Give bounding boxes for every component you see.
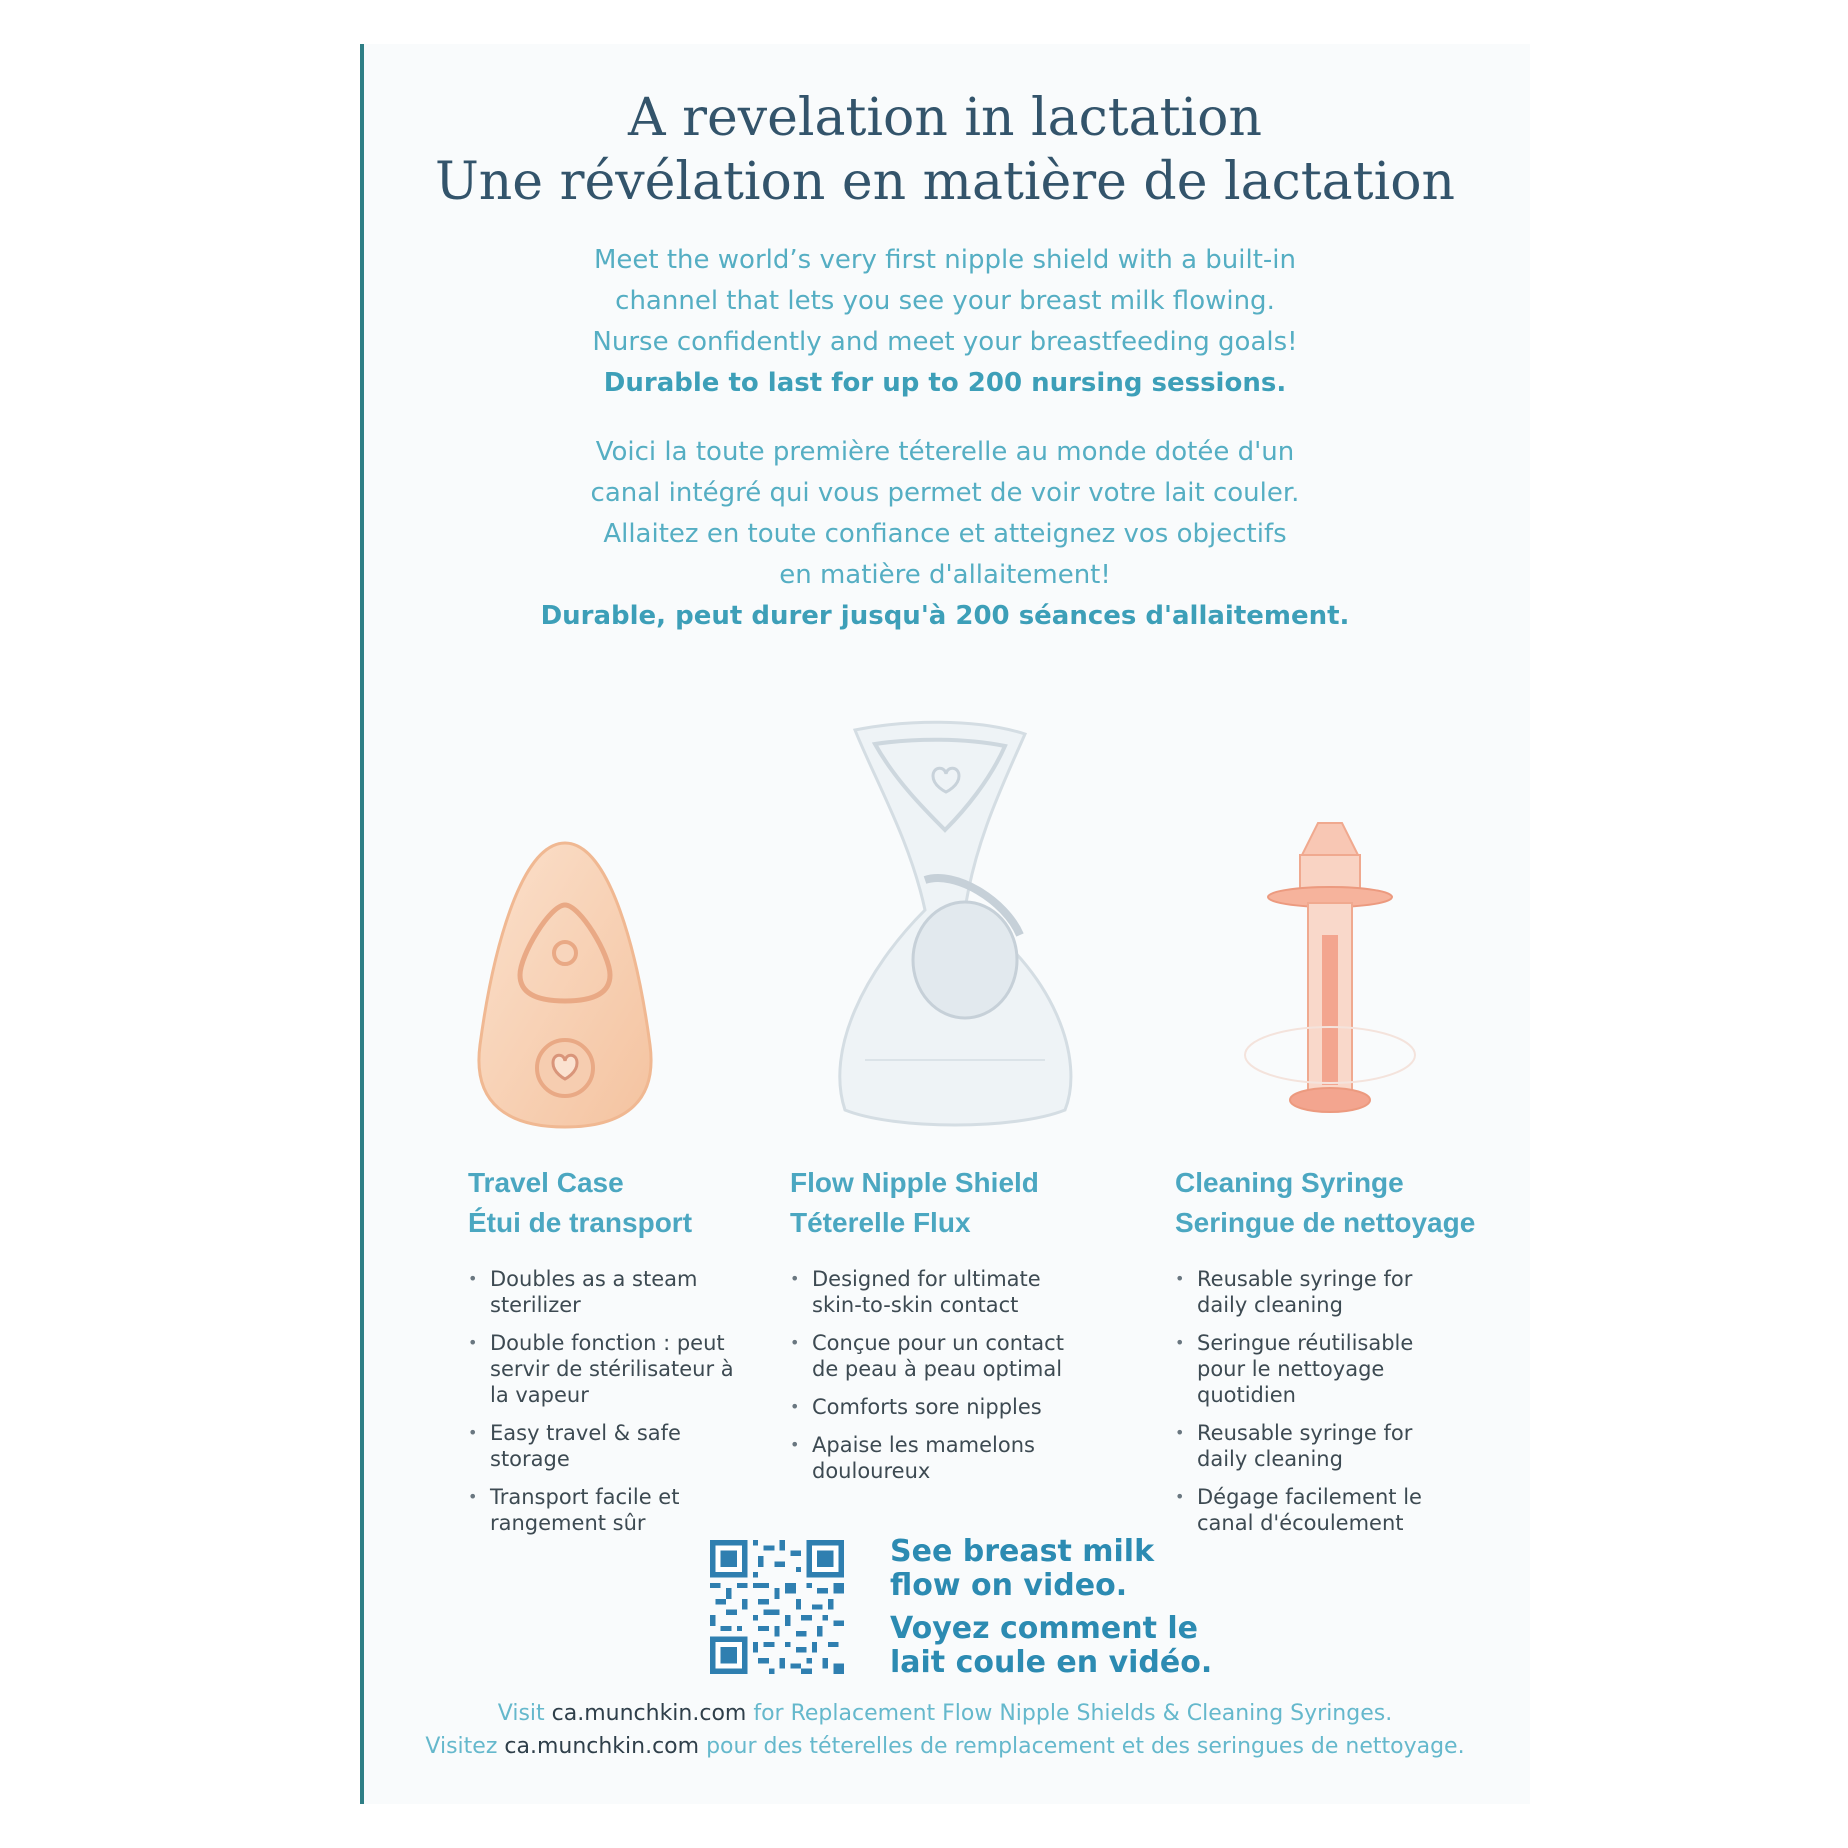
intro-en-line: channel that lets you see your breast milk flowing. bbox=[615, 286, 1275, 316]
visit-prefix: Visitez bbox=[425, 1734, 505, 1759]
video-text-french bbox=[890, 1612, 1212, 1680]
intro-fr-bold: Durable, peut durer jusqu'à 200 séances d'allaitement. bbox=[540, 601, 1350, 631]
list-item: • Reusable syringe for daily cleaning bbox=[1175, 1266, 1445, 1318]
list-item: • Conçue pour un contact de peau à peau optimal bbox=[790, 1330, 1090, 1382]
list-item: • Comforts sore nipples bbox=[790, 1394, 1090, 1420]
list-item: • Dégage facilement le canal d'écoulement bbox=[1175, 1484, 1445, 1536]
intro-en-line: Nurse confidently and meet your breastfeeding goals! bbox=[592, 327, 1298, 357]
intro-fr-line: Allaitez en toute confiance et atteignez vos objectifs bbox=[603, 519, 1287, 549]
product-title-fr: Seringue de nettoyage bbox=[1175, 1207, 1476, 1238]
intro-fr-line: canal intégré qui vous permet de voir votre lait couler. bbox=[590, 478, 1300, 508]
nipple-shield-title bbox=[790, 1163, 1039, 1243]
qr-code-icon[interactable] bbox=[710, 1540, 844, 1674]
nipple-shield-icon bbox=[815, 720, 1095, 1130]
list-item: • Transport facile et rangement sûr bbox=[468, 1484, 758, 1536]
travel-case-title bbox=[468, 1163, 692, 1243]
nipple-shield-bullets bbox=[790, 1266, 1090, 1496]
visit-prefix: Visit bbox=[497, 1701, 552, 1726]
product-title-fr: Téterelle Flux bbox=[790, 1207, 971, 1238]
intro-en-line: Meet the world’s very first nipple shield with a built-in bbox=[593, 245, 1297, 275]
list-item: • Doubles as a steam sterilizer bbox=[468, 1266, 758, 1318]
title-french: Une révélation en matière de lactation bbox=[434, 152, 1456, 212]
visit-suffix: for Replacement Flow Nipple Shields & Cleaning Syringes. bbox=[746, 1701, 1393, 1726]
list-item: • Seringue réutilisable pour le nettoyage quotidien bbox=[1175, 1330, 1445, 1408]
list-item: • Reusable syringe for daily cleaning bbox=[1175, 1420, 1445, 1472]
intro-english bbox=[360, 240, 1530, 404]
video-line: flow on video. bbox=[890, 1568, 1128, 1603]
list-item: • Apaise les mamelons douloureux bbox=[790, 1432, 1090, 1484]
title-english: A revelation in lactation bbox=[628, 88, 1262, 148]
video-line: See breast milk bbox=[890, 1534, 1155, 1569]
visit-suffix: pour des téterelles de remplacement et des seringues de nettoyage. bbox=[699, 1734, 1465, 1759]
product-title-fr: Étui de transport bbox=[468, 1207, 693, 1238]
list-item: • Easy travel & safe storage bbox=[468, 1420, 758, 1472]
syringe-icon bbox=[1240, 815, 1420, 1135]
product-title-en: Cleaning Syringe bbox=[1175, 1167, 1404, 1198]
video-text-english bbox=[890, 1535, 1154, 1603]
product-title-en: Flow Nipple Shield bbox=[790, 1167, 1039, 1198]
intro-en-bold: Durable to last for up to 200 nursing sessions. bbox=[603, 368, 1287, 398]
video-line: lait coule en vidéo. bbox=[890, 1645, 1213, 1680]
syringe-title bbox=[1175, 1163, 1475, 1243]
product-title-en: Travel Case bbox=[468, 1167, 624, 1198]
intro-fr-line: en matière d'allaitement! bbox=[779, 560, 1111, 590]
travel-case-icon bbox=[460, 835, 670, 1135]
website-link[interactable]: ca.munchkin.com bbox=[504, 1734, 700, 1759]
website-link[interactable]: ca.munchkin.com bbox=[551, 1701, 747, 1726]
video-line: Voyez comment le bbox=[890, 1611, 1199, 1646]
travel-case-bullets bbox=[468, 1266, 758, 1548]
intro-french bbox=[360, 432, 1530, 637]
list-item: • Designed for ultimate skin-to-skin contact bbox=[790, 1266, 1090, 1318]
syringe-bullets bbox=[1175, 1266, 1445, 1548]
visit-line-english bbox=[360, 1698, 1530, 1730]
intro-fr-line: Voici la toute première téterelle au monde dotée d'un bbox=[595, 437, 1295, 467]
list-item: • Double fonction : peut servir de stérilisateur à la vapeur bbox=[468, 1330, 758, 1408]
visit-line-french bbox=[360, 1731, 1530, 1763]
